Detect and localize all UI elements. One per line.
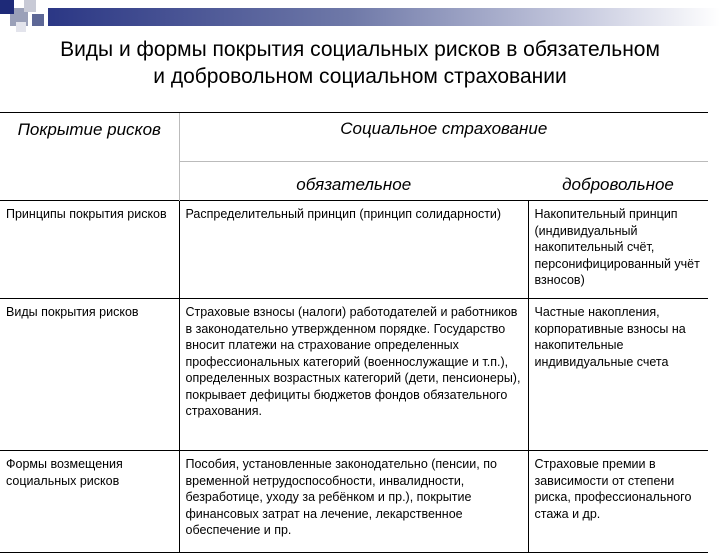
- decor-square: [24, 0, 36, 12]
- header-gradient-bar: [48, 8, 720, 26]
- row-label: Принципы покрытия рисков: [0, 201, 179, 299]
- cell-mandatory: Распределительный принцип (принцип солидарности): [179, 201, 528, 299]
- table-row: [0, 451, 708, 553]
- decor-square: [32, 14, 44, 26]
- header-social-insurance: Социальное страхование: [179, 113, 708, 162]
- decor-square: [0, 0, 14, 14]
- header-risk-coverage: Покрытие рисков: [0, 113, 179, 201]
- table-row: [0, 299, 708, 451]
- cell-mandatory: Пособия, установленные законодательно (пенсии, по временной нетрудоспособности, инвалидности, безработице, уходу за ребёнком и пр.), покрытие финансовых затрат на лечение, лекарственное обеспечение и пр.: [179, 451, 528, 553]
- header-voluntary: добровольное: [528, 162, 708, 201]
- decor-square: [16, 22, 26, 32]
- header-mandatory: обязательное: [179, 162, 528, 201]
- cell-mandatory: Страховые взносы (налоги) работодателей и работников в законодательно утвержденном порядке. Государство вносит платежи на страхование определенных профессиональных категорий (военнослужащие и т.п.), определенных возрастных категорий (дети, пенсионеры), покрывает дефициты бюджетов фондов обязательного страхования.: [179, 299, 528, 451]
- coverage-table: [0, 112, 708, 553]
- cell-voluntary: Частные накопления, корпоративные взносы на накопительные индивидуальные счета: [528, 299, 708, 451]
- row-label: Формы возмещения социальных рисков: [0, 451, 179, 553]
- cell-voluntary: Страховые премии в зависимости от степени риска, профессионального стажа и др.: [528, 451, 708, 553]
- row-label: Виды покрытия рисков: [0, 299, 179, 451]
- cell-voluntary: Накопительный принцип (индивидуальный накопительный счёт, персонифицированный учёт взносов): [528, 201, 708, 299]
- table-row: [0, 201, 708, 299]
- slide-title: Виды и формы покрытия социальных рисков в обязательном и добровольном социальном страховании: [60, 38, 660, 88]
